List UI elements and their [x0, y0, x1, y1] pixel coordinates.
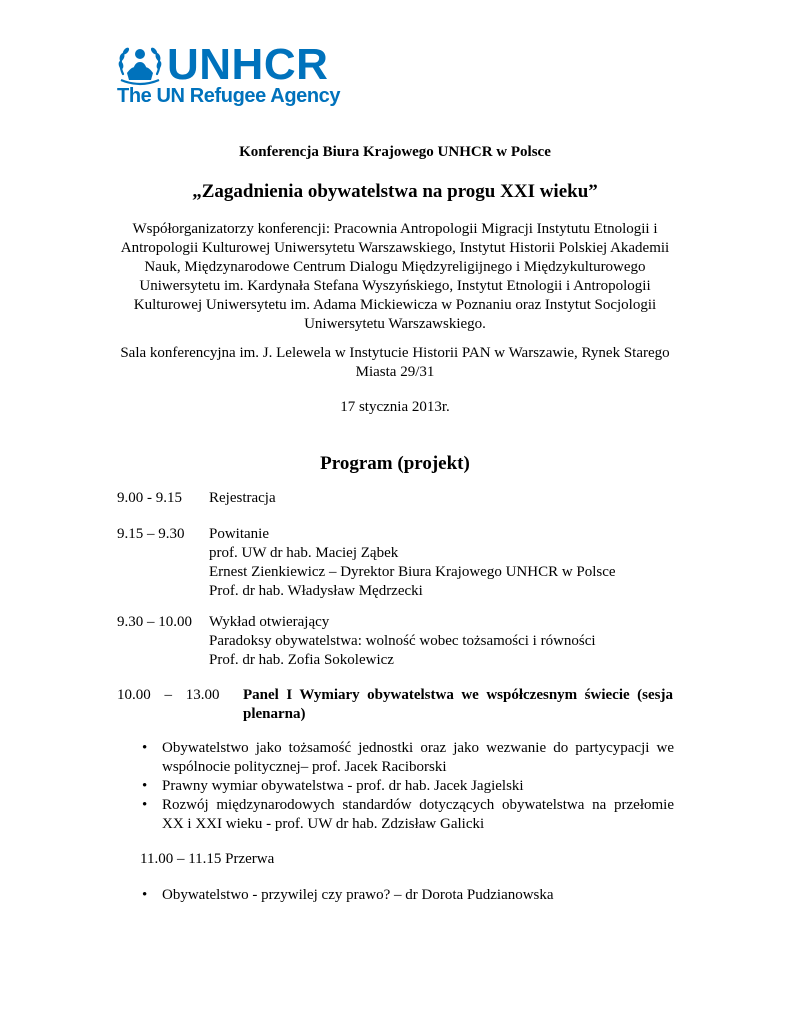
break-entry: 11.00 – 11.15 Przerwa	[140, 851, 275, 867]
program-item-line: prof. UW dr hab. Maciej Ząbek	[209, 545, 399, 561]
panel-talk-list	[140, 739, 674, 834]
program-title: Program (projekt)	[320, 453, 470, 474]
conference-title: Konferencja Biura Krajowego UNHCR w Polsce	[239, 144, 551, 160]
list-item: • Obywatelstwo - przywilej czy prawo? – dr Dorota Pudzianowska	[140, 886, 674, 905]
event-date: 17 stycznia 2013r.	[340, 399, 450, 415]
coorganizers-paragraph: Współorganizatorzy konferencji: Pracownia Antropologii Migracji Instytutu Etnologii i Antropologii Kulturowej Uniwersytetu Warszawskiego, Instytut Historii Polskiej Akademii Nauk, Międzynarodowe Centrum Dialogu Międzyreligijnego i Międzykulturowego Uniwersytetu im. Kardynała Stefana Wyszyńskiego, Instytut Etnologii i Antropologii Kulturowej Uniwersytetu im. Adama Mickiewicza w Poznaniu oraz Instytut Socjologii Uniwersytetu Warszawskiego.	[120, 221, 670, 332]
logo-name: UNHCR	[167, 40, 329, 89]
program-item-line: Wykład otwierający	[209, 614, 330, 630]
list-item: • Rozwój międzynarodowych standardów dotyczących obywatelstwa na przełomie XX i XXI wieku - prof. UW dr hab. Zdzisław Galicki	[140, 796, 674, 834]
program-item-line: Prof. dr hab. Zofia Sokolewicz	[209, 652, 394, 668]
panel-time: 10.00 – 13.00	[117, 687, 220, 703]
venue-paragraph: Sala konferencyjna im. J. Lelewela w Instytucie Historii PAN w Warszawie, Rynek Starego Miasta 29/31	[120, 345, 670, 380]
main-title: „Zagadnienia obywatelstwa na progu XXI wieku”	[192, 181, 598, 202]
program-item-line: Rejestracja	[209, 490, 276, 506]
list-item: • Prawny wymiar obywatelstwa - prof. dr hab. Jacek Jagielski	[140, 777, 674, 796]
program-item-line: Prof. dr hab. Władysław Mędrzecki	[209, 583, 423, 599]
program-item-line: Powitanie	[209, 526, 269, 542]
panel-talk-list-continued	[140, 886, 674, 905]
program-item-time: 9.30 – 10.00	[117, 614, 192, 630]
program-item-time: 9.00 - 9.15	[117, 490, 182, 506]
program-item-line: Ernest Zienkiewicz – Dyrektor Biura Krajowego UNHCR w Polsce	[209, 564, 616, 580]
logo-tagline: The UN Refugee Agency	[117, 85, 341, 107]
panel-title: Panel I Wymiary obywatelstwa we współczesnym świecie (sesja plenarna)	[243, 687, 673, 722]
program-item-time: 9.15 – 9.30	[117, 526, 185, 542]
unhcr-emblem-icon	[115, 40, 165, 90]
list-item: • Obywatelstwo jako tożsamość jednostki oraz jako wezwanie do partycypacji we wspólnocie politycznej– prof. Jacek Raciborski	[140, 739, 674, 777]
program-item-line: Paradoksy obywatelstwa: wolność wobec tożsamości i równości	[209, 633, 596, 649]
unhcr-logo	[115, 40, 341, 108]
